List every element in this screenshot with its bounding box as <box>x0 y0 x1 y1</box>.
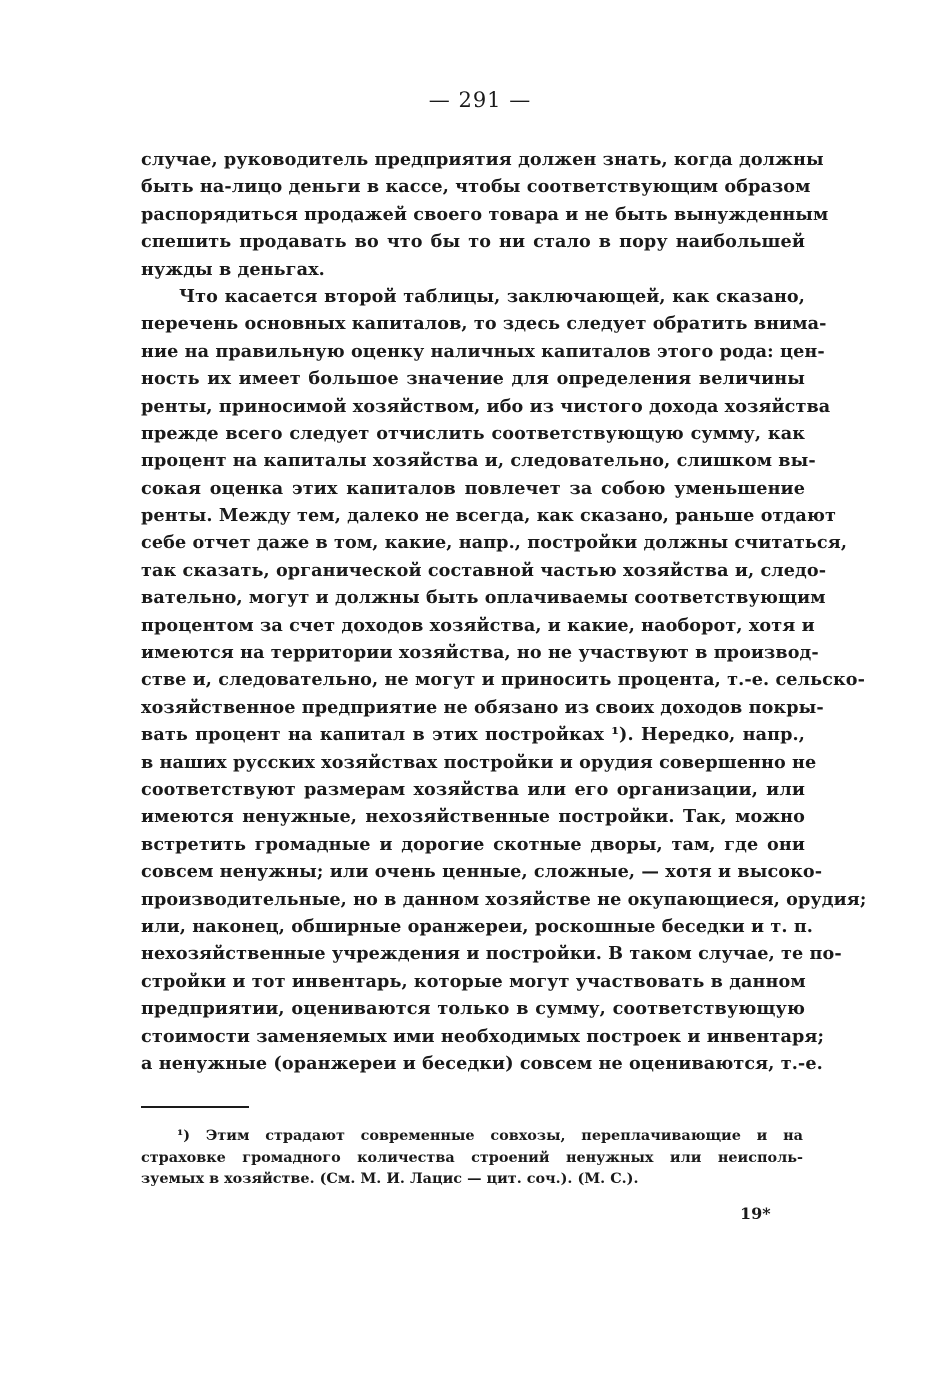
text-line: или, наконец, обширные оранжереи, роскошные беседки и т. п. <box>141 915 814 937</box>
text-line: спешить продавать во что бы то ни стало в пору наибольшей <box>141 231 805 253</box>
text-line: хозяйственное предприятие не обязано из своих доходов покры- <box>141 696 824 718</box>
text-line: ние на правильную оценку наличных капиталов этого рода: цен- <box>141 340 825 362</box>
footnote <box>141 1125 803 1190</box>
text-line: Что касается второй таблицы, заключающей, как сказано, <box>179 285 805 307</box>
signature-mark: 19* <box>740 1204 771 1223</box>
text-line: ность их имеет большое значение для определения величины <box>141 368 805 390</box>
text-line: прежде всего следует отчислить соответствующую сумму, как <box>141 422 805 444</box>
text-line: стоимости заменяемых ими необходимых построек и инвентаря; <box>141 1025 825 1047</box>
footnote-line: зуемых в хозяйстве. (См. М. И. Лацис — цит. соч.). (М. С.). <box>141 1170 639 1187</box>
text-line: распорядиться продажей своего товара и не быть вынужденным <box>141 203 829 225</box>
text-line: совсем ненужны; или очень ценные, сложные, — хотя и высоко- <box>141 861 823 883</box>
text-line: вать процент на капитал в этих постройках ¹). Нередко, напр., <box>141 724 805 746</box>
text-line: производительные, но в данном хозяйстве не окупающиеся, орудия; <box>141 888 867 910</box>
text-line: стройки и тот инвентарь, которые могут участвовать в данном <box>141 970 806 992</box>
text-line: сокая оценка этих капиталов повлечет за собою уменьшение <box>141 477 805 499</box>
text-line: себе отчет даже в том, какие, напр., постройки должны считаться, <box>141 532 848 554</box>
text-line: перечень основных капиталов, то здесь следует обратить внима- <box>141 313 827 335</box>
text-line: случае, руководитель предприятия должен знать, когда должны <box>141 149 824 170</box>
text-line: процентом за счет доходов хозяйства, и какие, наоборот, хотя и <box>141 614 815 636</box>
text-line: так сказать, органической составной частью хозяйства и, следо- <box>141 559 827 581</box>
text-line: а ненужные (оранжереи и беседки) совсем не оцениваются, т.-е. <box>141 1052 823 1074</box>
text-line: предприятии, оцениваются только в сумму, соответствующую <box>141 998 805 1020</box>
text-line: стве и, следовательно, не могут и приносить процента, т.-е. сельско- <box>141 669 866 691</box>
text-line: в наших русских хозяйствах постройки и орудия совершенно не <box>141 751 817 773</box>
text-line: имеются ненужные, нехозяйственные постройки. Так, можно <box>141 806 805 828</box>
text-line: нехозяйственные учреждения и постройки. В таком случае, те по- <box>141 943 842 965</box>
text-line: вательно, могут и должны быть оплачиваемы соответствующим <box>141 587 826 609</box>
text-line: быть на-лицо деньги в кассе, чтобы соответствующим образом <box>141 176 811 198</box>
text-line: встретить громадные и дорогие скотные дворы, там, где они <box>141 833 805 855</box>
text-line: процент на капиталы хозяйства и, следовательно, слишком вы- <box>141 450 816 472</box>
text-line: ренты, приносимой хозяйством, ибо из чистого дохода хозяйства <box>141 395 831 417</box>
page-number: — 291 — <box>428 88 532 112</box>
text-line: имеются на территории хозяйства, но не участвуют в производ- <box>141 642 819 664</box>
footnote-divider <box>141 1106 249 1108</box>
body-text <box>141 146 867 1077</box>
text-line: нужды в деньгах. <box>141 258 325 280</box>
footnote-line: ¹) Этим страдают современные совхозы, переплачивающие и на <box>177 1127 803 1144</box>
text-line: ренты. Между тем, далеко не всегда, как сказано, раньше отдают <box>141 505 837 527</box>
text-line: соответствуют размерам хозяйства или его организации, или <box>141 778 805 800</box>
footnote-line: страховке громадного количества строений ненужных или неисполь- <box>141 1148 803 1166</box>
